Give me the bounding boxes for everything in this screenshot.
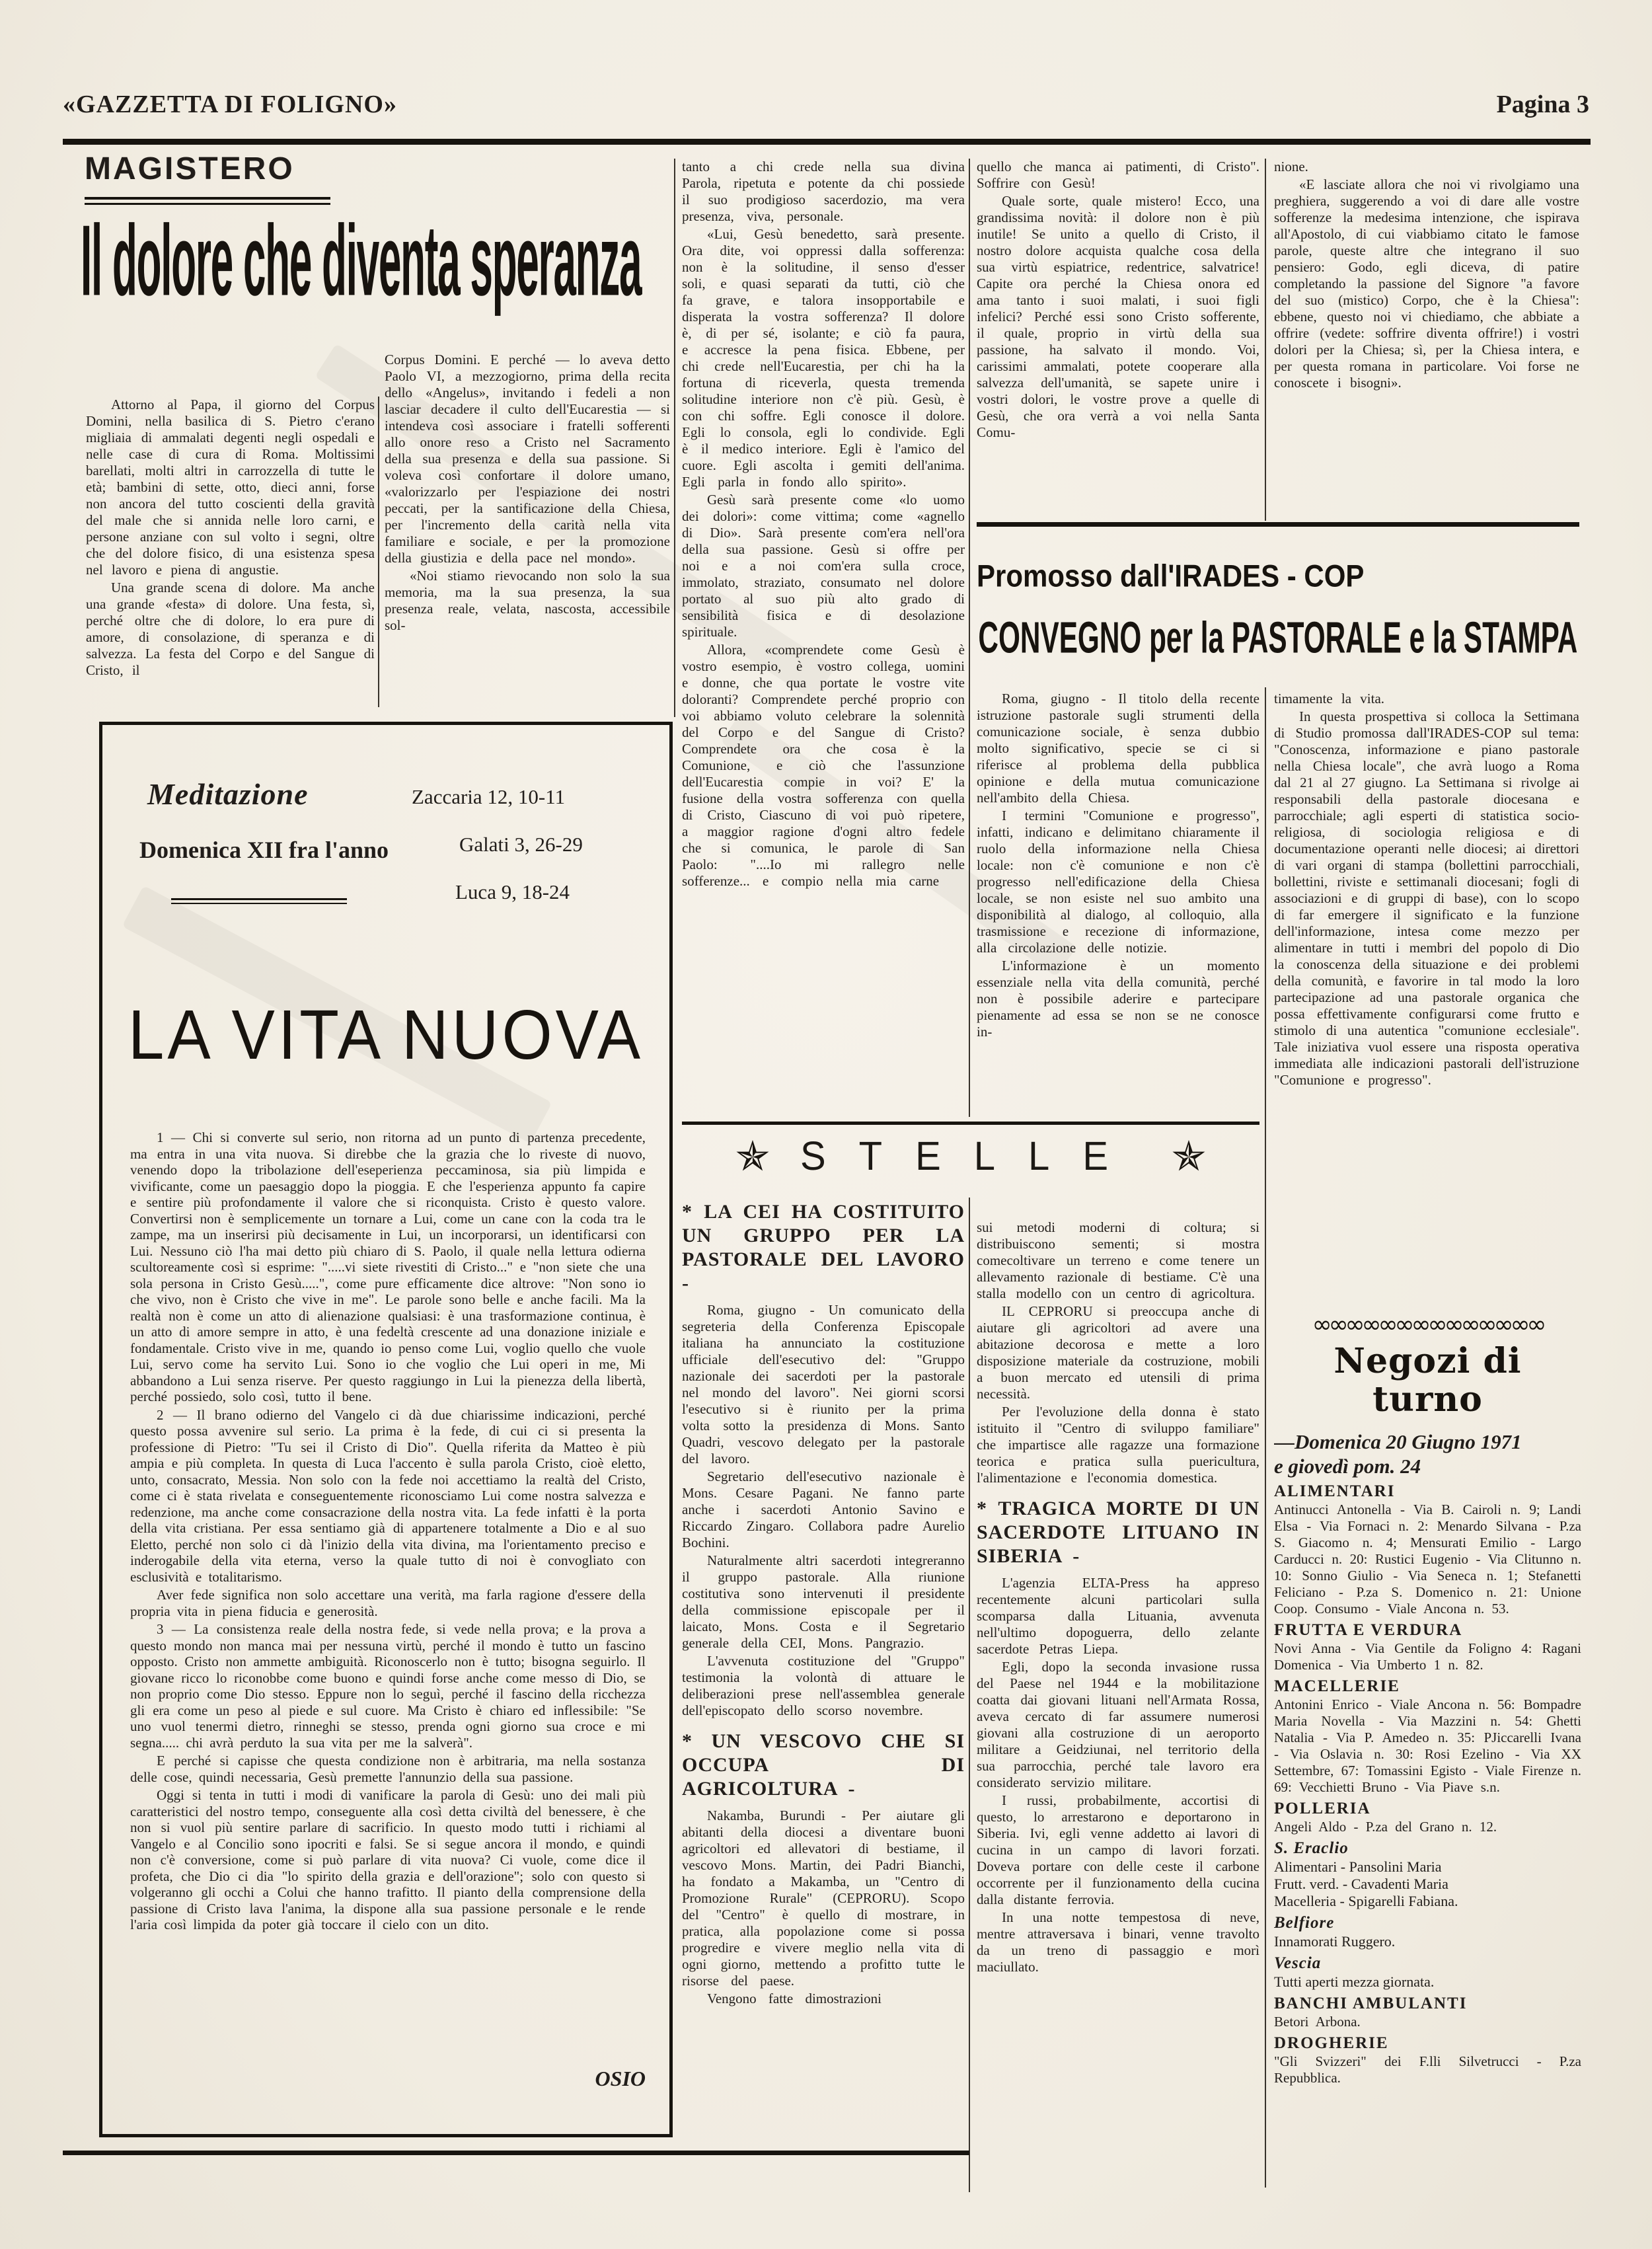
paragraph: Segretario dell'esecutivo nazionale è Mons. Cesare Pagani. Ne fanno parte anche i sacerdoti Antonio Savino e Riccardo Zingaro. Collabora padre Aurelio Bochini. xyxy=(682,1468,965,1550)
scripture-reading: Zaccaria 12, 10-11 xyxy=(412,785,566,808)
negozi-locality-lines xyxy=(1274,1973,1581,1991)
negozi-di-turno xyxy=(1274,1312,1581,2197)
negozi-list: Antinucci Antonella - Via B. Cairoli n. 9; Landi Elsa - Via Fornaci n. 2: Menardo Silvana - P.za S. Giacomo n. 4; Mensurati Emilio - Largo Carducci n. 20: Rustici Eugenio - Via Clitunno n. 10: Sonno Giulio - Via Seneca n. 1; Stefanetti Feliciano - P.za S. Domenico n. 21: Unione Coop. Consumo - Viale Ancona n. 53. xyxy=(1274,1502,1581,1617)
page-number-label: Pagina 3 xyxy=(1496,91,1589,118)
paragraph: L'agenzia ELTA-Press ha appreso recentemente alcuni particolari sulla scomparsa dalla Lituania, avvenuta nell'ultimo dopoguerra, dello zelante sacerdote Petras Liepa. xyxy=(977,1575,1259,1657)
section-label-magistero: MAGISTERO xyxy=(85,151,295,186)
paragraph: tanto a chi crede nella sua divina Parola, ripetuta e potente da chi possiede il suo prodigioso sacerdozio, ma vera presenza, viva, personale. xyxy=(682,159,965,224)
paragraph: Roma, giugno - Un comunicato della segreteria della Conferenza Episcopale italiana ha annunciato la costituzione ufficiale dell'esecutivo del: "Gruppo nazionale dei sacerdoti per la pastorale nel mondo del lavoro". Nei giorni scorsi l'esecutivo si è riunito per la prima volta sotto la presidenza di Mons. Santo Quadri, vescovo delegato per la pastorale del lavoro. xyxy=(682,1302,965,1467)
article-column-1 xyxy=(86,397,375,710)
negozi-category: ALIMENTARI xyxy=(1274,1482,1396,1500)
news-item-heading: * UN VESCOVO CHE SI OCCUPA DI AGRICOLTURA - xyxy=(682,1730,965,1800)
negozi-list: Betori Arbona. xyxy=(1274,2014,1361,2030)
paragraph: nione. xyxy=(1274,159,1308,174)
paragraph: Quale sorte, quale mistero! Ecco, una grandissima novità: il dolore non è più inutile! Se unito a quello di Cristo, il nostro dolore acquista qualche cosa della sua virtù espiatrice, redentrice, salvatrice! Capite ora perché la Chiesa onora ed ama tanto i suoi malati, i suoi figli infelici? Perché essi sono Cristo sofferente, il quale, proprio in virtù della sua passione, ha salvato il mondo. Voi, carissimi ammalati, potete cooperare alla salvezza dell'umanità, se sapete unire i vostri dolori, le vostre prove a quelle di Gesù, che ora verrà a voi nella Santa Comu- xyxy=(977,193,1259,440)
news-item-body xyxy=(682,1808,965,2007)
article-column-5 xyxy=(1274,159,1579,519)
column-divider xyxy=(1265,159,1266,521)
negozi-date: —Domenica 20 Giugno 1971 xyxy=(1274,1430,1522,1453)
stelle-top-rule xyxy=(682,1122,1259,1125)
main-headline: Il dolore che diventa speranza xyxy=(81,204,642,317)
paragraph: Corpus Domini. E perché — lo aveva detto Paolo VI, a mezzogiorno, prima della recita dello «Angelus», invitando i fedeli a non lasciar decadere il culto dell'Eucarestia — si intendeva così associare i fratelli sofferenti allo onore reso a Cristo nel Sacramento della sua presenza e della sua passione. Si voleva così confortare il dolore umano, «valorizzarlo per l'espiazione dei nostri peccati, per la santificazione della Chiesa, per l'incremento della carità nella vita familiare e sociale, e per la promozione della giustizia e della pace nel mondo». xyxy=(385,352,670,566)
paragraph: E perché si capisse che questa condizione non è arbitraria, ma nella sostanza delle cose, quindi necessaria, Gesù premette l'annunzio della sua passione. xyxy=(130,1753,646,1785)
negozi-category: MACELLERIE xyxy=(1274,1677,1400,1695)
column-divider xyxy=(969,1198,970,2192)
meditazione-sunday-label: Domenica XII fra l'anno xyxy=(139,837,389,863)
paragraph: 1 — Chi si converte sul serio, non ritorna ad un punto di partenza precedente, ma entra in una vita nuova. Si direbbe che la grazia che lo riveste di nuovo, venendo dopo la tribolazione dell'eseperienza peccaminosa, sia più limpida e vivificante, come un paesaggio dopo la pioggia. E che l'esperienza appunto fa capire e sentire più profondamente il valore che si riconquista. Cristo è questo valore. Convertirsi non è semplicemente un tornare a Lui, come un cane con la coda tra le zampe, ma un inserirsi più decisamente in Lui, un incorporarsi, un identificarsi con Lui. Nessuno ciò l'ha mai detto più chiaro di S. Paolo, il quale nella lettura odierna scultoreamente così si esprime: ".....vi siete rivestiti di Cristo..." e "non siete che una sola persona in Cristo Gesù.....", come pure efficamente dice altrove: "Non sono io che vivo, non è Cristo che vive in me". Le parole sono belle e anche facili. Ma la realtà non è come un atto di alienazione qualsiasi: è una trasformazione continua, è un atto di amore sempre in atto, è una fedeltà crescente ad una donazione iniziale e fondamentale. Cristo vive in me, quando io penso come Lui, voglio quello che vuole Lui, servo come ha servito Lui. Sono io che voglio che Lui operi in me, Mi abbandono a Lui senza riserve. Per questo raggiungo in Lui la pienezza della libertà, perché possiedo, solo così, tutto il bene. xyxy=(130,1129,646,1404)
convegno-headline-wrap xyxy=(977,611,1579,662)
paragraph: Frutt. verd. - Cavadenti Maria xyxy=(1274,1876,1448,1892)
stelle-title: STELLE xyxy=(800,1133,1141,1179)
negozi-list: "Gli Svizzeri" dei F.lli Silvetrucci - P.za Repubblica. xyxy=(1274,2053,1581,2086)
column-divider xyxy=(1265,687,1266,2188)
chain-ornament-icon: ∞∞∞∞∞∞∞∞∞∞∞∞∞∞ xyxy=(1312,1312,1544,1338)
paragraph: timamente la vita. xyxy=(1274,691,1385,706)
paragraph: In questa prospettiva si colloca la Settimana di Studio promossa dall'IRADES-COP sul tema: "Conoscenza, informazione e piano pastorale nella Chiesa locale", che avrà luogo a Roma dal 21 al 27 giugno. La Settimana si rivolge ai responsabili della pastorale diocesana e parrocchiale; agli esperti di statistica socio-religiosa, di sociologia religiosa e di documentazione operanti nelle diocesi; ai direttori di vari organi di stampa (bollettini parrocchiali, bollettini, riviste e settimanali diocesani; fogli di associazioni e di gruppi di base), con lo scopo di far emergere il significato e la funzione dell'informazione, intesa come mezzo per alimentare in tutti i membri del popolo di Dio la conoscenza della situazione e dei problemi della comunità, e favorire in tal modo la loro partecipazione ad una pastorale organica che possa effettivamente configurarsi come frutto e stimolo di una autentica "comunione ecclesiale". Tale iniziativa vuol essere una risposta operativa immediata alle indicazioni pastorali dell'istruzione "Comunione e progresso". xyxy=(1274,708,1579,1088)
stelle-banner xyxy=(682,1131,1259,1180)
paragraph: Alimentari - Pansolini Maria xyxy=(1274,1858,1442,1875)
meditazione-rule xyxy=(171,903,347,904)
convegno-column-left xyxy=(977,691,1259,1120)
paragraph: Oggi si tenta in tutti i modi di vanificare la parola di Gesù: uno dei mali più caratteristici del nostro tempo, conseguente alla così detta civiltà del benessere, è che non si vuol più sentire parlare di sacrificio. In questo modo tutti i richiami al Vangelo e al Concilio sono ipocriti e falsi. Se si segue ancora il mondo, e quindi non c'è conversione, come si può parlare di vita nuova? Ci vuole, come dice il profeta, che Dio ci dia "lo spirito della grazia e dell'orazione"; solo con questo si volgeranno gli occhi a Colui che hanno trafitto. Il pianto della comprensione della passione di Cristo lava l'anima, la dispone alla sua passione personale e le rende l'aria così limpida da poter già toccare il cielo con un dito. xyxy=(130,1787,646,1932)
column-divider xyxy=(969,159,970,1117)
paragraph: «Noi stiamo rievocando non solo la sua memoria, ma la sua presenza, la sua presenza reale, velata, nascosta, accessibile sol- xyxy=(385,568,670,633)
negozi-category: FRUTTA E VERDURA xyxy=(1274,1621,1463,1639)
stelle-column-b xyxy=(977,1219,1259,2197)
news-item-body xyxy=(977,1575,1259,1975)
paragraph: I russi, probabilmente, accortisi di questo, lo arrestarono e deportarono in Siberia. Ivi, egli venne addetto ai lavori di cucina in un campo di lavori forzati. Doveva portare con delle ceste il carbone occorrente per il funzionamento della cucina dalla distante ferrovia. xyxy=(977,1792,1259,1907)
column-divider xyxy=(378,397,379,707)
paragraph: IL CEPRORU si preoccupa anche di aiutare gli agricoltori ad avere una abitazione decorosa e mette a loro disposizione materiale da costruzione, mobili a buon mercato ed utensili di prima necessità. xyxy=(977,1303,1259,1402)
news-item-body xyxy=(682,1302,965,1719)
kicker: Promosso dall'IRADES - COP xyxy=(977,558,1365,593)
paragraph: I termini "Comunione e progresso", infatti, indicano e delimitano chiaramente il ruolo della informazione nella Chiesa locale: non c'è comunione e non c'è progresso nell'edificazione della Chiesa locale, se non esiste nel suo ambito una disponibilità al dialogo, al colloquio, alla trasmissione e recezione di informazione, alla circolazione delle notizie. xyxy=(977,808,1259,956)
paragraph: quello che manca ai patimenti, di Cristo". Soffrire con Gesù! xyxy=(977,159,1259,191)
paragraph: Roma, giugno - Il titolo della recente istruzione pastorale sugli strumenti della comunicazione sociale, è senza dubbio molto significativo, specie se ci si riferisce al problema della pubblica opinione e della mutua comunicazione nell'ambito della Chiesa. xyxy=(977,691,1259,806)
negozi-category: BANCHI AMBULANTI xyxy=(1274,1995,1468,2012)
negozi-locality: Belfiore xyxy=(1274,1914,1335,1932)
masthead: «GAZZETTA DI FOLIGNO» xyxy=(63,91,397,118)
meditazione-label: Meditazione xyxy=(147,777,309,811)
negozi-date: e giovedì pom. 24 xyxy=(1274,1455,1421,1478)
paragraph: In una notte tempestosa di neve, mentre attraversava i binari, venne travolto da un treno di passaggio e morì maciullato. xyxy=(977,1909,1259,1975)
negozi-locality: Vescia xyxy=(1274,1954,1322,1972)
negozi-locality-lines xyxy=(1274,1858,1581,1910)
negozi-category: DROGHERIE xyxy=(1274,2034,1389,2052)
meditazione-box xyxy=(99,722,673,2137)
paragraph: Attorno al Papa, il giorno del Corpus Domini, nella basilica di S. Pietro c'erano migliaia di ammalati degenti negli ospedali e nelle case di cura di Roma. Moltissimi barellati, molti altri in carrozzella di tutte le età; bambini di sette, otto, dieci anni, forse non ancora del tutto coscienti della gravità del male che si annida nelle loro carni, e persone anziane con sul volto i segni, oltre che del dolore fisico, di una esistenza spesa nel lavoro e piena di angustie. xyxy=(86,397,375,578)
meditazione-rule xyxy=(171,898,347,900)
negozi-title: Negozi di turno xyxy=(1333,1341,1522,1420)
paragraph: Macelleria - Spigarelli Fabiana. xyxy=(1274,1893,1458,1909)
article-column-3 xyxy=(682,159,965,1110)
paragraph: Allora, «comprendete come Gesù è vostro esempio, è vostro collega, uomini e donne, che qua portate le vostre vite doloranti? Comprendete perché proprio con voi abbiamo voluto celebrare la solennità del Corpo e del Sangue di Cristo? Comprendete ora che cosa è la Comunione, e ciò che l'assunzione dell'Eucarestia compie in voi? E' la fusione della vostra sofferenza con quella di Cristo, Ciascuno di voi può ripetere, a maggior ragione d'ogni altro fedele che si comunica, le parole di San Paolo: "....Io mi rallegro nelle sofferenze... e compio nella mia carne xyxy=(682,642,965,889)
negozi-list: Antonini Enrico - Viale Ancona n. 56: Bompadre Maria Novella - Via Mazzini n. 54: Ghetti Natalia - Via P. Amedeo n. 35: PJiccarelli Ivana - Via Oslavia n. 30: Rosi Ezelino - Via XX Settembre, 67: Tomassini Egisto - Viale Firenze n. 69: Vecchietti Bruno - Via Piave s.n. xyxy=(1274,1696,1581,1795)
vita-nuova-title: LA VITA NUOVA xyxy=(128,995,644,1074)
paragraph: Vengono fatte dimostrazioni xyxy=(707,1991,882,2006)
stelle-column-a xyxy=(682,1190,965,2201)
star-icon: ✯ xyxy=(1172,1131,1206,1180)
paragraph: Egli, dopo la seconda invasione russa del Paese nel 1944 e la mobilitazione coatta dai giovani lituani nell'Armata Rossa, aveva cercato di far assumere numerosi giovani alla costruzione di un aeroporto militare a Geidziunai, nel territorio della sua parrocchia, perché tale lavoro era considerato servizio militare. xyxy=(977,1659,1259,1790)
negozi-list: Novi Anna - Via Gentile da Foligno 4: Ragani Domenica - Via Umberto 1 n. 82. xyxy=(1274,1640,1581,1673)
star-icon: ✯ xyxy=(735,1131,770,1180)
article-top-rule xyxy=(977,522,1579,527)
author-signature: OSIO xyxy=(595,2067,646,2090)
column-divider xyxy=(674,159,675,717)
scripture-reading: Luca 9, 18-24 xyxy=(455,880,570,903)
bottom-rule xyxy=(63,2151,969,2155)
negozi-locality-lines xyxy=(1274,1933,1581,1950)
paragraph: «E lasciate allora che noi vi rivolgiamo una preghiera, suggerendo a voi di dare alle vostre sofferenze la medesima intenzione, che ispirava all'Apostolo, di cui viabbiamo citato le famose parole, queste altre che integrano il suo pensiero: Godo, egli diceva, di patire completando la passione del Signore "a favore del suo (mistico) Corpo, che è la Chiesa": ebbene, questo noi vi chiediamo, che abbiate a offrire (vedete: soffrire diventa offrire!) i vostri dolori per la Chiesa; sì, per la Chiesa intera, e per questa romana in particolare. Voi forse ne conoscete i bisogni». xyxy=(1274,176,1579,391)
section-underline xyxy=(85,197,330,200)
paragraph: L'informazione è un momento essenziale nella vita della comunità, perché non è possibile aderire e partecipare pienamente ad essa se non se ne conosce in- xyxy=(977,958,1259,1040)
paragraph: Naturalmente altri sacerdoti integreranno il gruppo pastorale. Alla riunione costitutiva sono intervenuti il presidente della commissione episcopale per il laicato, Mons. Costa e il Segretario generale della CEI, Mons. Pangrazio. xyxy=(682,1552,965,1651)
news-item-heading: * TRAGICA MORTE DI UN SACERDOTE LITUANO IN SIBERIA - xyxy=(977,1498,1259,1567)
news-item-heading: * LA CEI HA COSTITUITO UN GRUPPO PER LA PASTORALE DEL LAVORO - xyxy=(682,1201,965,1294)
paragraph: sui metodi moderni di coltura; si distribuiscono sementi; si mostra comecoltivare un terreno e come tenere un allevamento razionale di bestiame. C'è una stalla modello con un centro di agricoltura. xyxy=(977,1219,1259,1301)
paragraph: Tutti aperti mezza giornata. xyxy=(1274,1973,1435,1990)
article-column-2 xyxy=(385,352,670,712)
convegno-headline: CONVEGNO per la PASTORALE e la STAMPA xyxy=(978,612,1578,662)
paragraph: L'avvenuta costituzione del "Gruppo" testimonia la volontà di attuare le deliberazioni prese nell'assemblea generale dell'episcopato dello scorso novembre. xyxy=(682,1653,965,1718)
paragraph: Innamorati Ruggero. xyxy=(1274,1933,1396,1950)
vita-nuova-body xyxy=(130,1129,646,2055)
paragraph: Gesù sarà presente come «lo uomo dei dolori»: come vittima; come «agnello di Dio». Sarà presente com'era nell'ora della sua passione. Gesù si offre per noi e a noi com'era sulla croce, immolato, straziato, consumato nel dolore portato al suo più alto grado di sensibilità fisica e di desolazione spirituale. xyxy=(682,492,965,640)
article-column-4 xyxy=(977,159,1259,521)
paragraph: Per l'evoluzione della donna è stato istituito il "Centro di sviluppo familiare" che impartisce alle ragazze una formazione teorica e pratica sulla puericultura, l'alimentazione e l'economia domestica. xyxy=(977,1404,1259,1486)
convegno-column-right xyxy=(1274,691,1579,1299)
negozi-category: POLLERIA xyxy=(1274,1800,1371,1817)
paragraph: Nakamba, Burundi - Per aiutare gli abitanti della diocesi a diventare buoni agricoltori ed allevatori di bestiame, il vescovo Mons. Martin, dei Padri Bianchi, ha fondato a Makamba, un "Centro di Promozione Rurale" (CEPRORU). Scopo del "Centro" è quello di mostrare, in pratica, alla popolazione come si possa progredire e vivere meglio nella vita di ogni giorno, mettendo a profitto tutte le risorse del paese. xyxy=(682,1808,965,1989)
paragraph: Aver fede significa non solo accettare una verità, ma farla ragione d'essere della propria vita in piena fiducia e generosità. xyxy=(130,1587,646,1619)
paragraph: 3 — La consistenza reale della nostra fede, si vede nella prova; e la prova a questo mondo non manca mai per nessuna virtù, perché il mondo è tutto un fascino opposto. Cristo non ammette ambiguità. Riconoscerlo non è tutto; bisogna seguirlo. Il giovane ricco lo riconobbe come buono e quindi forse anche come messo di Dio, se non proprio come Dio stesso. Eppure non lo seguì, perché il fascino della ricchezza gli era come un peso al piede e sul cuore. Ma Cristo è chiaro ed inflessibile: "Se uno vuol tenermi dietro, rinneghi se stesso, prenda ogni giorno sua croce e mi segna..... chi avrà perduto la sua vita per me la salverà". xyxy=(130,1621,646,1751)
news-item-body xyxy=(977,1219,1259,1486)
scripture-reading: Galati 3, 26-29 xyxy=(459,833,583,856)
paragraph: Una grande scena di dolore. Ma anche una grande «festa» di dolore. Una festa, sì, perché oltre che di dolore, lo era pure di amore, di consolazione, di speranza e di salvezza. La festa del Corpo e del Sangue di Cristo, il xyxy=(86,580,375,678)
negozi-list: Angeli Aldo - P.za del Grano n. 12. xyxy=(1274,1819,1497,1835)
paragraph: «Lui, Gesù benedetto, sarà presente. Ora dite, voi oppressi dalla sofferenza: non è la solitudine, il senso d'esser soli, e quasi separati da tutti, ciò che fa grave, e talora insopportabile e disperata la vostra sofferenza? Il dolore è, di per sé, isolante; e ciò fa paura, e accresce la pena fisica. Ebbene, per chi crede nell'Eucarestia, per chi ha la fortuna di riceverla, questa tremenda solitudine interiore non c'è più. Gesù, è con chi soffre. Egli conosce il dolore. Egli lo consola, egli lo condivide. Egli è il medico interiore. Egli è l'amico del cuore. Egli ascolta i gemiti dell'anima. Egli parla in fondo allo spirito». xyxy=(682,226,965,490)
header-rule xyxy=(63,139,1591,145)
paragraph: 2 — Il brano odierno del Vangelo ci dà due chiarissime indicazioni, perché questo possa avvenire sul serio. La prima è la fede, di cui ci si presenta la professione di Pietro: "Tu sei il Cristo di Dio". Quella riferita da Matteo è più ampia e più completa. In questa di Luca l'accento è sulla parola Cristo, cioè eletto, unto, consacrato, Messia. Non solo con la fede noi accettiamo la realtà del Cristo, come ci è stata rivelata e conseguentemente riconosciamo Lui come nostra salvezza e redenzione, ma anche come consacrazione della nostra vita. La fede infatti è la porta della vita cristiana. Per essa sentiamo già di appartenere totalmente a Dio e al suo Eletto, perché non solo ci dà l'inizio della vita divina, ma l'orientamento preciso e inderogabile della vita eterna, verso la quale tutto di noi è convogliato con esclusività e totalitarismo. xyxy=(130,1406,646,1585)
negozi-locality: S. Eraclio xyxy=(1274,1839,1349,1857)
